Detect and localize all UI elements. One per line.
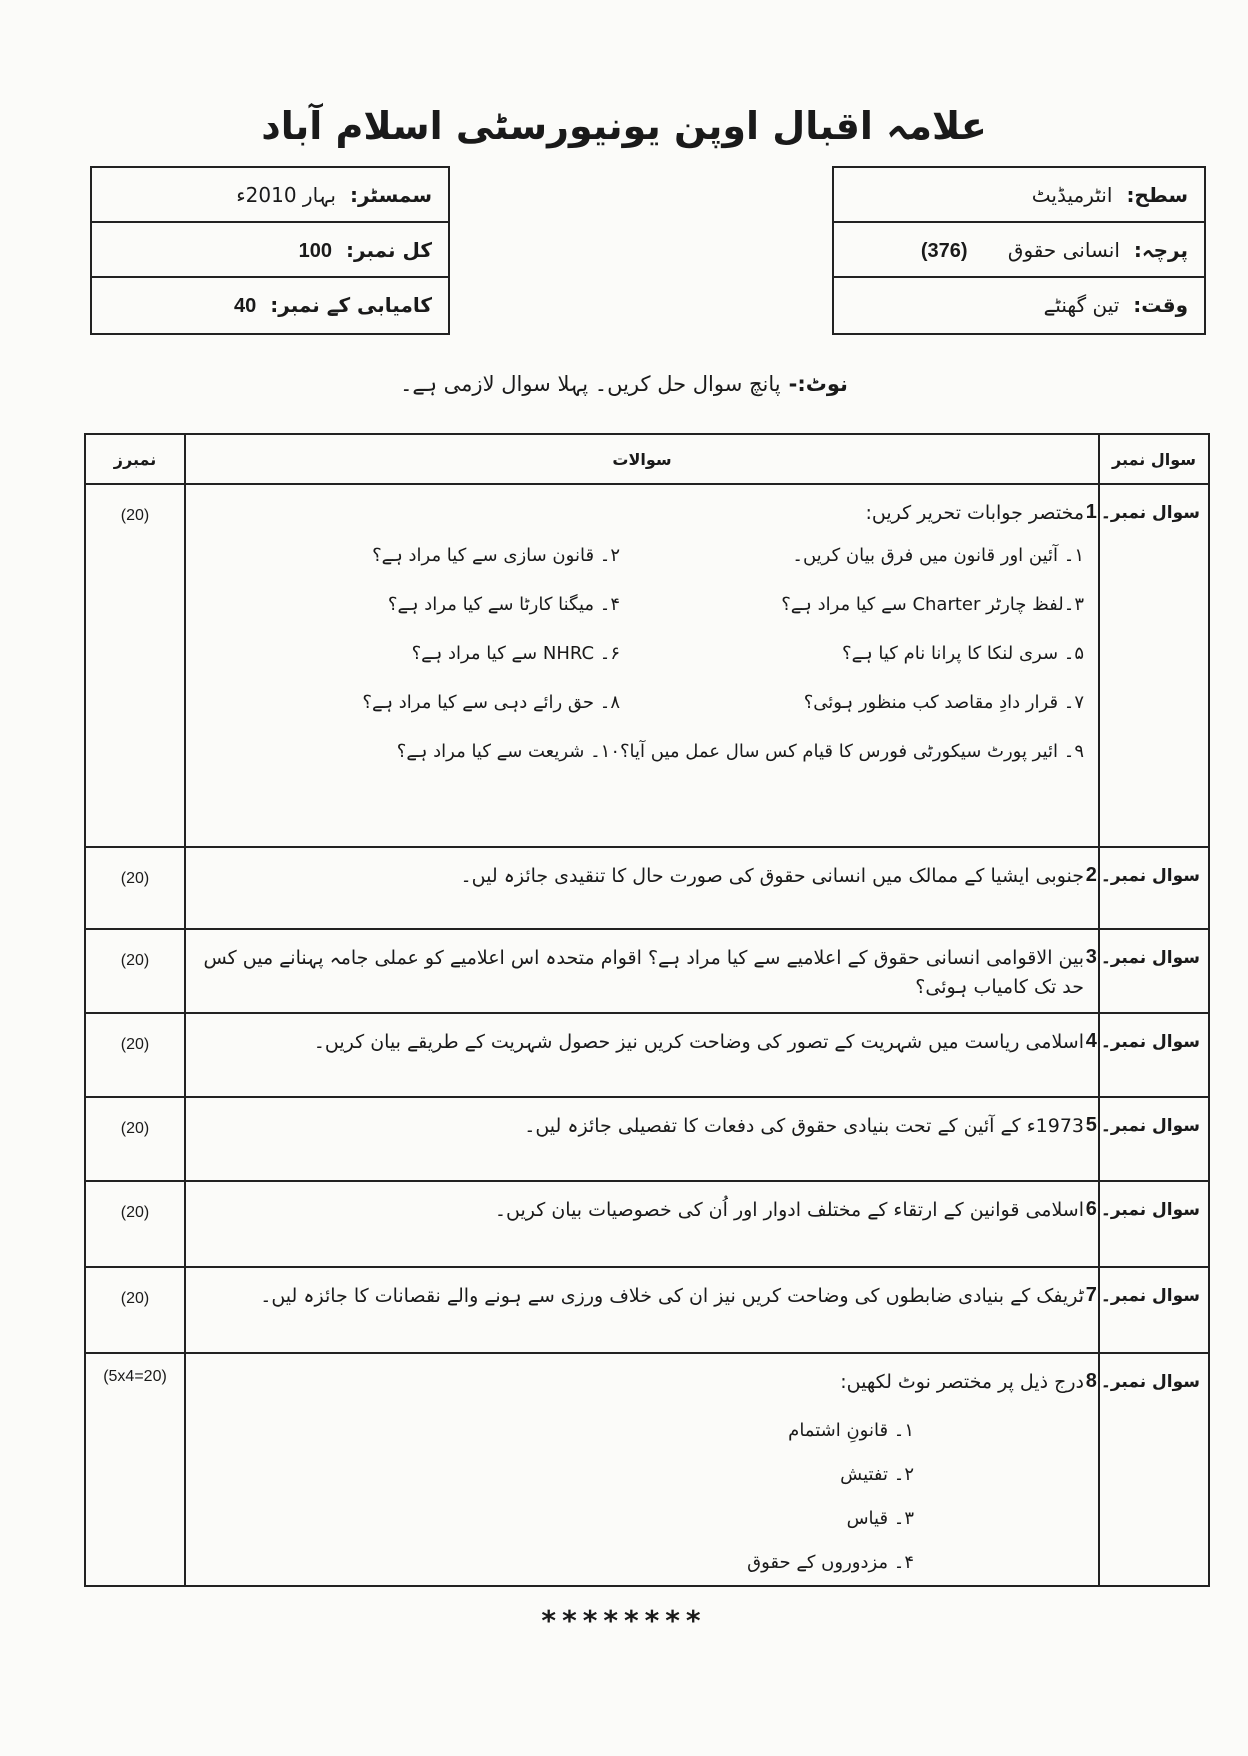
list-item: ۲۔ تفتیش (840, 1463, 914, 1485)
paper-row (834, 223, 1204, 278)
q1-instruction: مختصر جوابات تحریر کریں: (865, 502, 1084, 524)
list-item: ۸۔ حق رائے دہی سے کیا مراد ہے؟ (362, 691, 620, 713)
list-item: ۱۔ قانونِ اشتمام (788, 1419, 914, 1441)
list-item: ۱۰۔ شریعت سے کیا مراد ہے؟ (396, 740, 620, 762)
time-row (834, 278, 1204, 333)
question-row-7 (85, 1267, 1209, 1353)
exam-info-box-left (90, 166, 450, 335)
question-marks: (20) (85, 929, 185, 1013)
question-marks: (20) (85, 1267, 185, 1353)
question-marks: (20) (85, 1097, 185, 1181)
q1-subquestions (200, 542, 1084, 765)
question-row-2 (85, 847, 1209, 929)
question-marks: (20) (85, 1013, 185, 1097)
q8-instruction: درج ذیل پر مختصر نوٹ لکھیں: (840, 1371, 1084, 1393)
question-text: بین الاقوامی انسانی حقوق کے اعلامیے سے کیا مراد ہے؟ اقوام متحدہ اس اعلامیے کو عملی جامہ پہنانے میں کس حد تک کامیاب ہوئی؟ (185, 929, 1099, 1013)
time-label: وقت: (1133, 293, 1188, 317)
question-row-3 (85, 929, 1209, 1013)
level-value: انٹرمیڈیٹ (1031, 183, 1113, 207)
question-text: اسلامی قوانین کے ارتقاء کے مختلف ادوار اور اُن کی خصوصیات بیان کریں۔ (185, 1181, 1099, 1267)
question-number: سوال نمبر۔6 (1099, 1181, 1209, 1267)
question-text: ٹریفک کے بنیادی ضابطوں کی وضاحت کریں نیز ان کی خلاف ورزی سے ہونے والے نقصانات کا جائزہ لیں۔ (185, 1267, 1099, 1353)
list-item: ۳۔لفظ چارٹر Charter سے کیا مراد ہے؟ (781, 593, 1084, 615)
total-marks-value: 100 (298, 240, 333, 262)
semester-value: بہار 2010ء (236, 183, 336, 207)
note-text: پانچ سوال حل کریں۔ پہلا سوال لازمی ہے۔ (400, 372, 781, 396)
question-marks: (5x4=20) (85, 1353, 185, 1586)
question-row-6 (85, 1181, 1209, 1267)
question-row-4 (85, 1013, 1209, 1097)
header-questions: سوالات (185, 434, 1099, 484)
question-text: جنوبی ایشیا کے ممالک میں انسانی حقوق کی صورت حال کا تنقیدی جائزہ لیں۔ (185, 847, 1099, 929)
question-text (185, 484, 1099, 847)
list-item: ۴۔ مزدوروں کے حقوق (747, 1551, 914, 1573)
list-item: ۱۔ آئین اور قانون میں فرق بیان کریں۔ (792, 544, 1084, 566)
instruction-note (0, 372, 1248, 396)
question-number: سوال نمبر۔2 (1099, 847, 1209, 929)
list-item: ۵۔ سری لنکا کا پرانا نام کیا ہے؟ (842, 642, 1084, 664)
table-header-row (85, 434, 1209, 484)
footer-stars: ******** (541, 1604, 707, 1637)
question-row-5 (85, 1097, 1209, 1181)
questions-table (84, 433, 1210, 1587)
header-qnum: سوال نمبر (1099, 434, 1209, 484)
paper-value: انسانی حقوق (1007, 238, 1120, 262)
question-row-8 (85, 1353, 1209, 1586)
question-number: سوال نمبر۔1 (1099, 484, 1209, 847)
list-item: ۴۔ میگنا کارٹا سے کیا مراد ہے؟ (387, 593, 620, 615)
question-text: اسلامی ریاست میں شہریت کے تصور کی وضاحت کریں نیز حصول شہریت کے طریقے بیان کریں۔ (185, 1013, 1099, 1097)
total-marks-label: کل نمبر: (346, 238, 432, 262)
level-label: سطح: (1126, 183, 1188, 207)
exam-info-box-right (832, 166, 1206, 335)
note-label: نوٹ:- (788, 372, 848, 396)
list-item: ۷۔ قرار دادِ مقاصد کب منظور ہوئی؟ (803, 691, 1084, 713)
question-row-1 (85, 484, 1209, 847)
pass-marks-value: 40 (234, 295, 257, 317)
page-title: علامہ اقبال اوپن یونیورسٹی اسلام آباد (261, 104, 987, 148)
list-item: ۲۔ قانون سازی سے کیا مراد ہے؟ (372, 544, 620, 566)
list-item: ۳۔ قیاس (846, 1507, 914, 1529)
paper-label: پرچہ: (1133, 238, 1188, 262)
q8-subquestions (200, 1409, 914, 1585)
question-marks: (20) (85, 484, 185, 847)
question-marks: (20) (85, 847, 185, 929)
list-item: ۶۔ NHRC سے کیا مراد ہے؟ (411, 642, 620, 664)
list-item: ۹۔ ائیر پورٹ سیکورٹی فورس کا قیام کس سال عمل میں آیا؟ (620, 740, 1084, 762)
question-number: سوال نمبر۔5 (1099, 1097, 1209, 1181)
question-text: 1973ء کے آئین کے تحت بنیادی حقوق کی دفعات کا تفصیلی جائزہ لیں۔ (185, 1097, 1099, 1181)
question-number: سوال نمبر۔3 (1099, 929, 1209, 1013)
question-text (185, 1353, 1099, 1586)
question-marks: (20) (85, 1181, 185, 1267)
question-number: سوال نمبر۔7 (1099, 1267, 1209, 1353)
semester-label: سمسٹر: (349, 183, 432, 207)
question-number: سوال نمبر۔8 (1099, 1353, 1209, 1586)
pass-marks-row (92, 278, 448, 333)
total-marks-row (92, 223, 448, 278)
paper-code: (376) (920, 240, 968, 262)
header-marks: نمبرز (85, 434, 185, 484)
pass-marks-label: کامیابی کے نمبر: (270, 293, 432, 317)
time-value: تین گھنٹے (1043, 293, 1120, 317)
semester-row (92, 168, 448, 223)
level-row (834, 168, 1204, 223)
question-number: سوال نمبر۔4 (1099, 1013, 1209, 1097)
